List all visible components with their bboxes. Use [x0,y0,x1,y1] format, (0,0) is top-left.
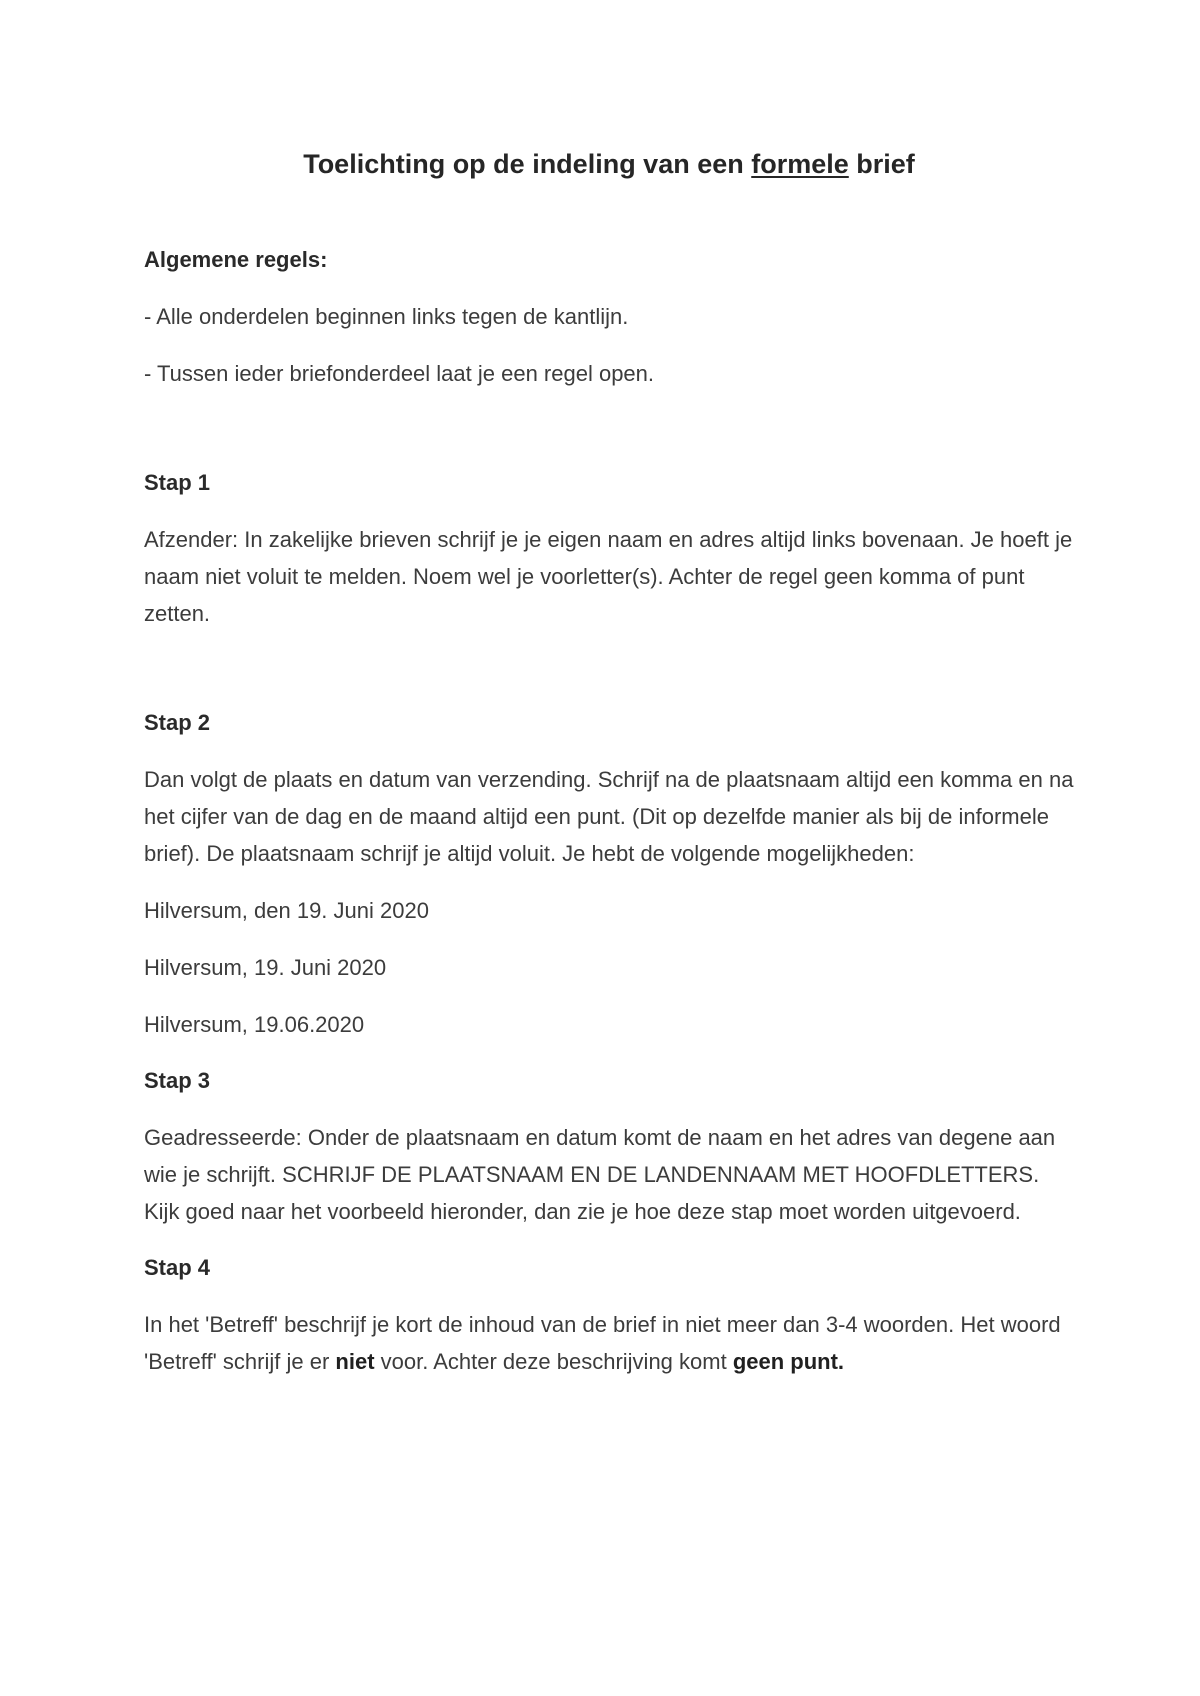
step-2-heading: Stap 2 [144,710,211,735]
emphasis-niet: niet [335,1349,375,1374]
title-underlined-word: formele [751,149,849,179]
date-example: Hilversum, 19. Juni 2020 [144,955,387,980]
emphasis-geen-punt: geen punt. [732,1349,845,1374]
step-1-text: Afzender: In zakelijke brieven schrijf je je eigen naam en adres altijd links bovenaan. Je hoeft je naam niet voluit te melden. Noem wel je voorletter(s). Achter de regel geen komma of punt zetten. [144,527,1073,626]
rules-heading: Algemene regels: [144,247,328,272]
title-text-end: brief [848,149,915,179]
date-example: Hilversum, den 19. Juni 2020 [144,898,429,923]
document-body [144,146,1074,1380]
step-4-text-part: In het 'Betreff' beschrijf je kort de inhoud van de brief in niet meer dan 3-4 woorden. Het woord 'Betreff' schrijf je er [144,1312,1061,1374]
rule-item: - Alle onderdelen beginnen links tegen de kantlijn. [144,304,629,329]
page-title [144,146,1074,182]
rule-item: - Tussen ieder briefonderdeel laat je een regel open. [144,361,655,386]
step-4-text-part: voor. Achter deze beschrijving komt [374,1349,733,1374]
date-example: Hilversum, 19.06.2020 [144,1012,365,1037]
step-3-heading: Stap 3 [144,1068,211,1093]
step-4-text [144,1306,1074,1380]
step-3-text: Geadresseerde: Onder de plaatsnaam en datum komt de naam en het adres van degene aan wie je schrijft. SCHRIJF DE PLAATSNAAM EN DE LANDENNAAM MET HOOFDLETTERS. Kijk goed naar het voorbeeld hieronder, dan zie je hoe deze stap moet worden uitgevoerd. [144,1125,1056,1224]
step-1-heading: Stap 1 [144,470,211,495]
step-2-text: Dan volgt de plaats en datum van verzending. Schrijf na de plaatsnaam altijd een komma en na het cijfer van de dag en de maand altijd een punt. (Dit op dezelfde manier als bij de informele brief). De plaatsnaam schrijf je altijd voluit. Je hebt de volgende mogelijkheden: [144,767,1074,866]
title-text: Toelichting op de indeling van een [303,149,752,179]
step-4-heading: Stap 4 [144,1255,211,1280]
